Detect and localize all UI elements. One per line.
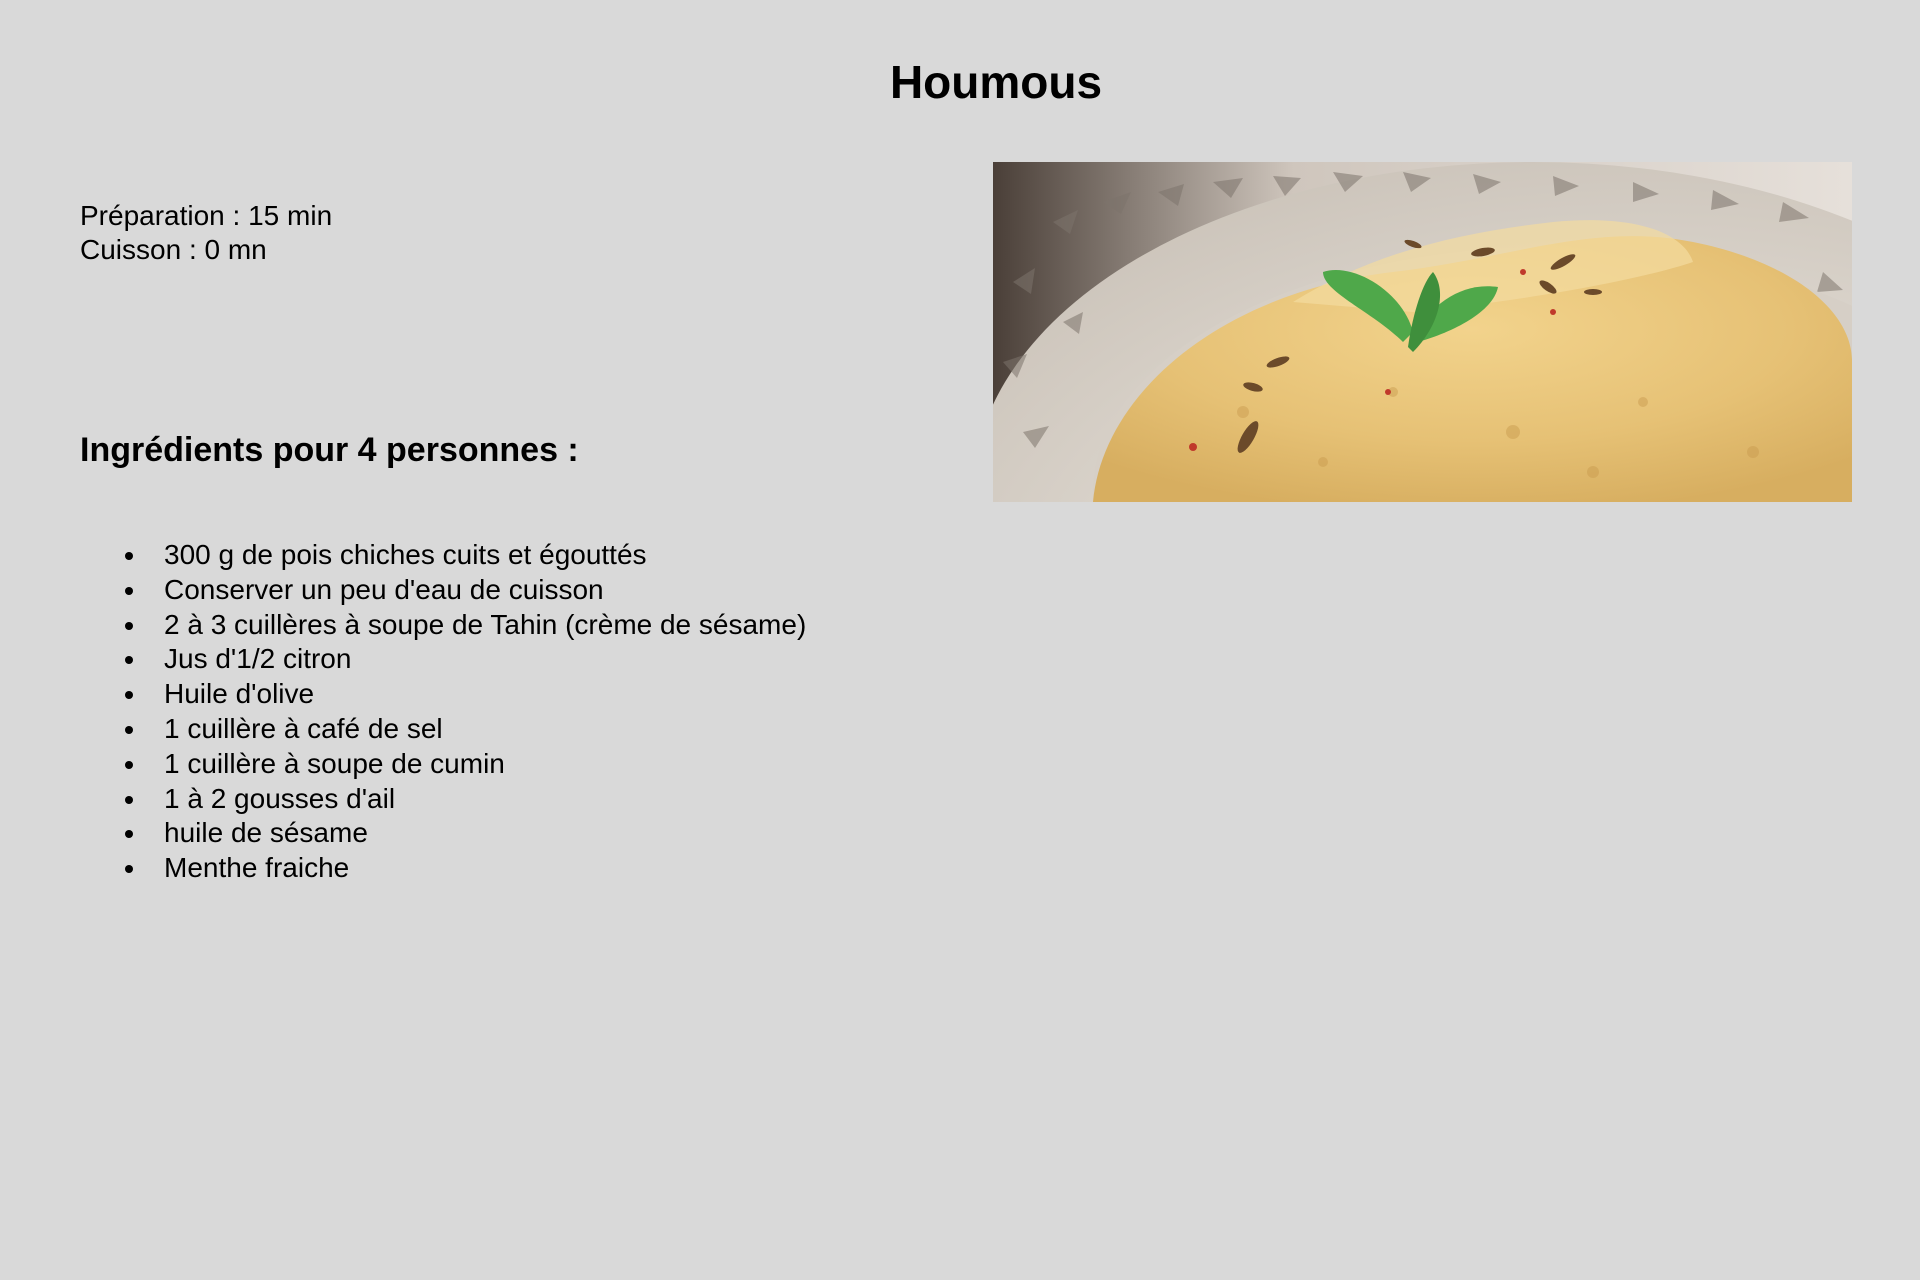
hummus-dish-photo (993, 162, 1852, 502)
list-item: Conserver un peu d'eau de cuisson (80, 573, 806, 608)
list-item: 1 cuillère à soupe de cumin (80, 747, 806, 782)
list-item: 2 à 3 cuillères à soupe de Tahin (crème de sésame) (80, 608, 806, 643)
ingredients-heading: Ingrédients pour 4 personnes : (80, 431, 579, 469)
list-item: huile de sésame (80, 816, 806, 851)
list-item: 300 g de pois chiches cuits et égouttés (80, 538, 806, 573)
list-item: Huile d'olive (80, 677, 806, 712)
list-item: 1 cuillère à café de sel (80, 712, 806, 747)
cooking-time: Cuisson : 0 mn (80, 234, 267, 265)
recipe-times (80, 199, 332, 267)
list-item: 1 à 2 gousses d'ail (80, 782, 806, 817)
list-item: Menthe fraiche (80, 851, 806, 886)
page-title: Houmous (889, 56, 1103, 108)
ingredients-list (80, 538, 806, 886)
list-item: Jus d'1/2 citron (80, 642, 806, 677)
preparation-time: Préparation : 15 min (80, 200, 333, 231)
